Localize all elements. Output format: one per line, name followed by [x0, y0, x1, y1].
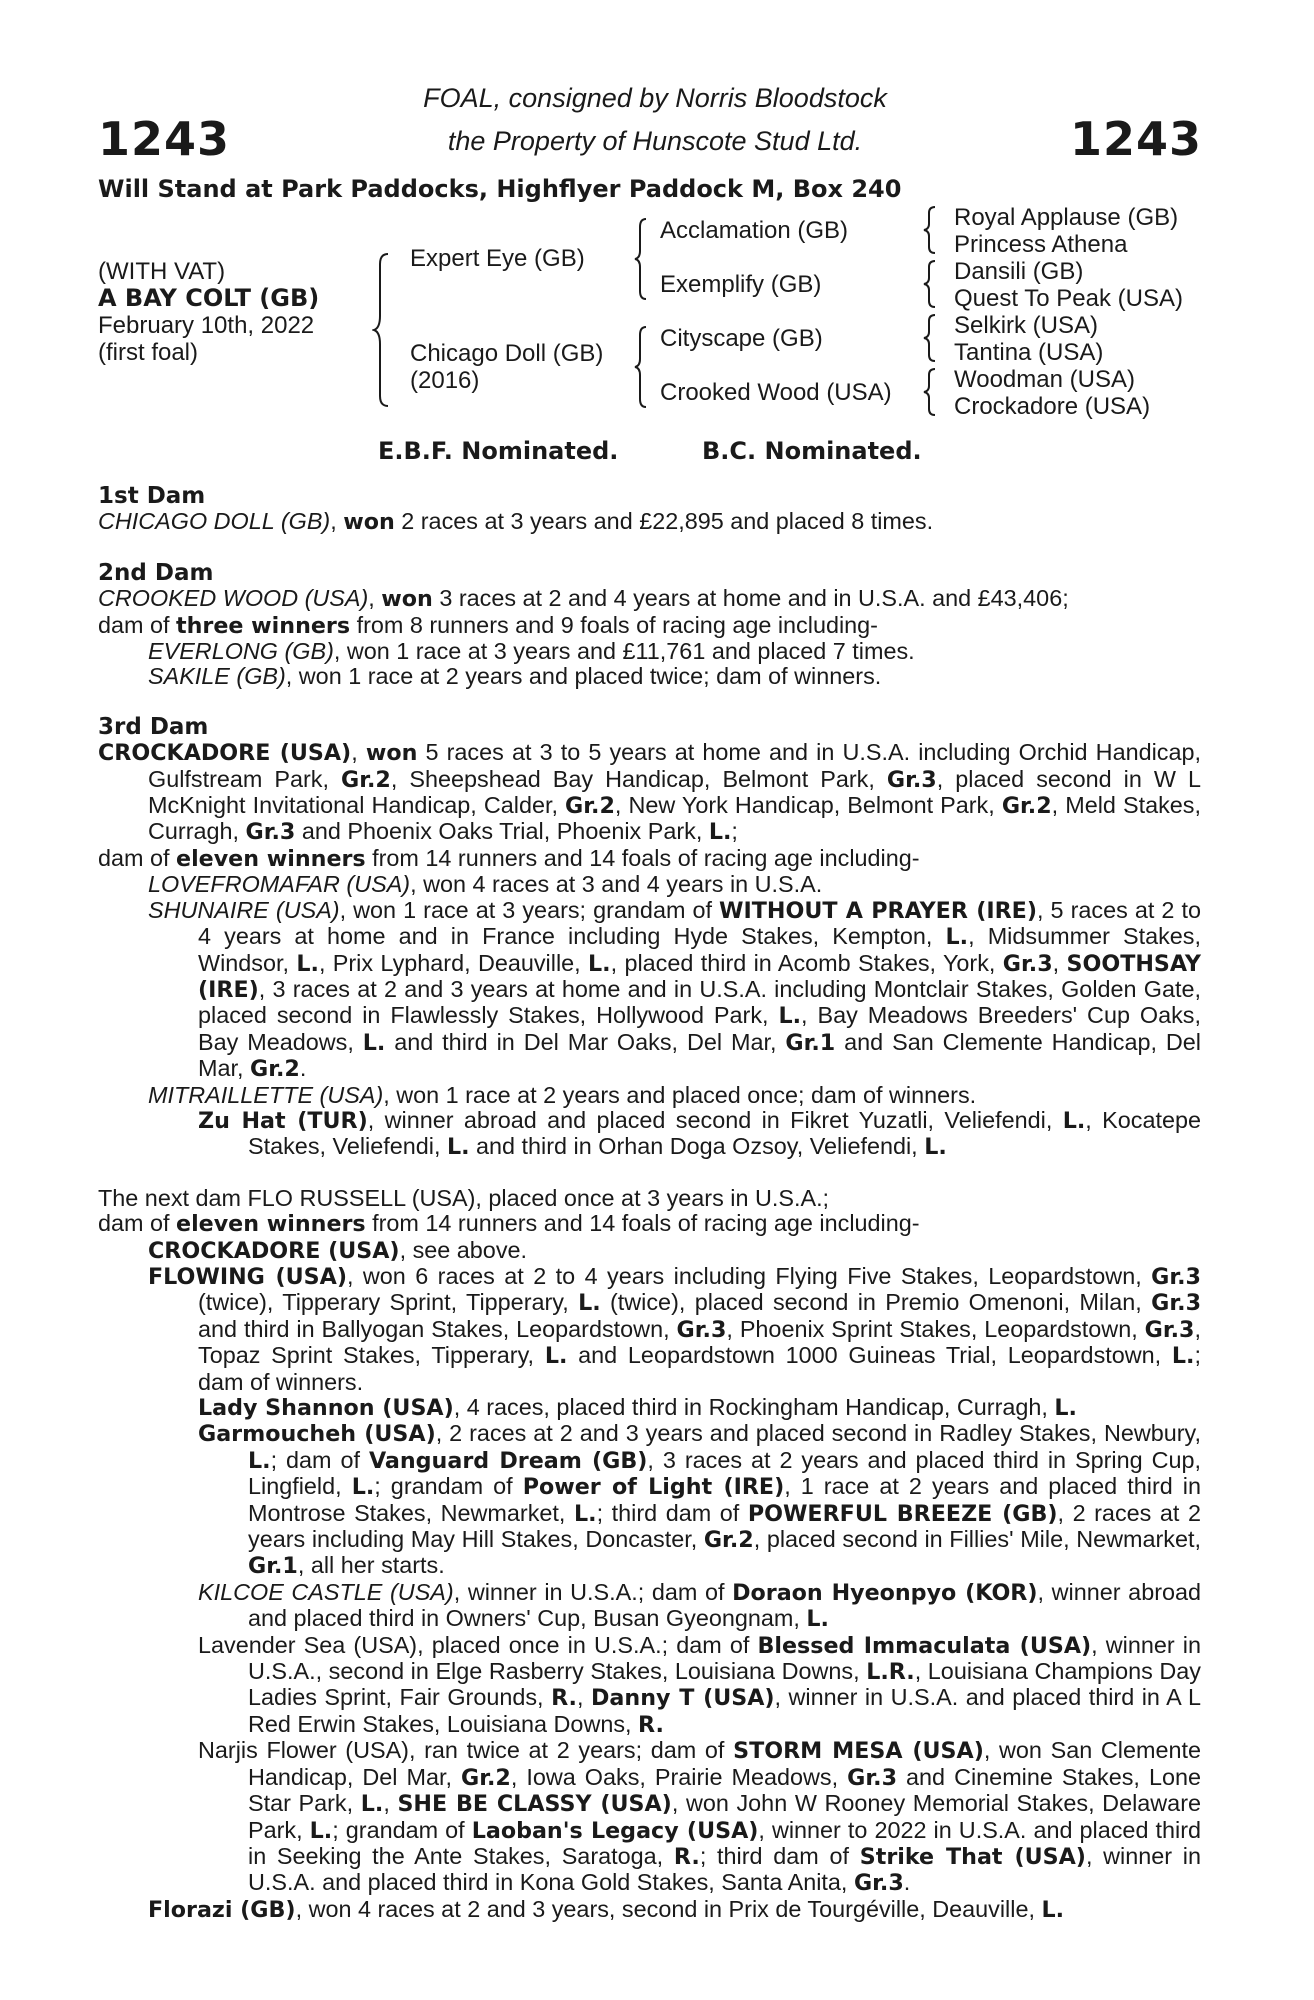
bold-text: Zu Hat (TUR) — [198, 1107, 368, 1134]
text-run: , Prix Lyphard, Deauville, — [318, 949, 589, 976]
bold-text: won — [381, 586, 433, 613]
bold-text: Gr.3 — [1151, 1290, 1202, 1317]
lot-number-left: 1243 — [98, 112, 231, 166]
bold-text: Danny T (USA) — [591, 1685, 775, 1712]
pedigree-brace — [632, 323, 652, 411]
bold-text: R. — [673, 1843, 700, 1870]
produce-entry — [98, 1421, 1201, 1579]
bold-text: WITHOUT A PRAYER (IRE) — [719, 897, 1037, 924]
g3-ancestor: Royal Applause (GB) — [954, 204, 1179, 231]
text-run: from 14 runners and 14 foals of racing age including- — [365, 1210, 920, 1237]
ebf-nomination: E.B.F. Nominated. — [378, 437, 619, 465]
text-run: , won 4 races at 3 and 4 years in U.S.A. — [410, 871, 823, 898]
bold-text: L. — [362, 1029, 386, 1056]
text-run: and San Clemente Handicap, Del Mar, — [198, 1028, 1201, 1082]
bold-text: CROCKADORE (USA) — [98, 740, 352, 767]
italic-text: CROOKED WOOD (USA) — [98, 585, 369, 612]
bold-text: Gr.2 — [703, 1527, 754, 1554]
pedigree-brace — [922, 204, 940, 256]
bold-text: Lady Shannon (USA) — [198, 1395, 454, 1421]
text-run: , 3 races at 2 years and placed third in Spring Cup, Lingfield, — [248, 1446, 1201, 1500]
text-run: , — [368, 585, 382, 612]
text-run: . — [299, 1055, 307, 1082]
text-run: , Bay Meadows Breeders' Cup Oaks, Bay Meadows, — [198, 1002, 1201, 1055]
bold-text: STORM MESA (USA) — [733, 1738, 984, 1765]
vendor-line: the Property of Hunscote Stud Ltd. — [447, 126, 863, 156]
bold-text: FLOWING (USA) — [148, 1263, 347, 1290]
text-run: , won 4 races at 2 and 3 years, second in Prix de Tourgéville, Deauville, — [295, 1895, 1042, 1922]
text-run: ; — [731, 818, 738, 845]
text-run: . — [903, 1869, 911, 1896]
text-run: , — [351, 739, 366, 766]
text-run: 3 races at 2 and 4 years at home and in U.S.A. and £43,406; — [432, 585, 1069, 612]
text-run: , winner in U.S.A.; dam of — [453, 1578, 733, 1605]
text-run: Narjis Flower (USA), ran twice at 2 years; dam of — [198, 1737, 734, 1764]
g3-ancestor: Quest To Peak (USA) — [954, 285, 1183, 312]
bold-text: Gr.3 — [886, 766, 937, 793]
text-run: , 2 races at 2 years including May Hill Stakes, Doncaster, — [248, 1499, 1201, 1553]
bold-text: R. — [638, 1711, 664, 1738]
bold-text: won — [343, 509, 395, 536]
text-run: , won 1 race at 3 years; grandam of — [339, 896, 720, 923]
pedigree-brace — [632, 215, 652, 303]
italic-text: LOVEFROMAFAR (USA) — [148, 871, 411, 898]
text-run: ; third dam of — [596, 1499, 748, 1526]
section-gap — [98, 690, 1201, 715]
text-run: , winner abroad and placed second in Fikret Yuzatli, Veliefendi, — [367, 1106, 1063, 1133]
italic-text: SHUNAIRE (USA) — [148, 896, 340, 923]
text-run: from 8 runners and 9 foals of racing age including- — [350, 611, 878, 638]
bold-text: L. — [778, 1003, 802, 1030]
text-run: and Cinemine Stakes, Lone Star Park, — [248, 1763, 1201, 1817]
bold-text: L. — [924, 1134, 947, 1161]
bold-text: L. — [309, 1817, 333, 1844]
produce-entry — [98, 872, 1201, 897]
produce-entry — [98, 1108, 1201, 1161]
bold-text: L. — [296, 950, 319, 977]
italic-text: CHICAGO DOLL (GB) — [98, 508, 331, 535]
text-run: and Phoenix Oaks Trial, Phoenix Park, — [295, 818, 709, 845]
bold-text: L. — [578, 1290, 601, 1317]
text-run: and Leopardstown 1000 Guineas Trial, Leopardstown, — [567, 1342, 1172, 1369]
text-run: The next dam FLO RUSSELL (USA), placed once at 3 years in U.S.A.; — [98, 1184, 830, 1211]
bold-text: Doraon Hyeonpyo (KOR) — [732, 1579, 1038, 1606]
bold-text: L. — [945, 924, 969, 951]
produce-record — [98, 484, 1201, 1923]
vat-note: (WITH VAT) — [98, 258, 226, 285]
produce-entry — [98, 1238, 1201, 1264]
produce-entry — [98, 1211, 1201, 1237]
produce-entry — [98, 740, 1201, 846]
text-run: , 5 races at 2 to 4 years at home and in France including Hyde Stakes, Kempton, — [198, 896, 1201, 950]
bold-text: CROCKADORE (USA) — [148, 1237, 400, 1264]
produce-entry — [98, 1395, 1201, 1421]
text-run: , Louisiana Champions Day Ladies Sprint, Fair Grounds, — [248, 1658, 1202, 1711]
text-run: , winner in U.S.A. and placed third in Kona Gold Stakes, Santa Anita, — [248, 1842, 1201, 1896]
text-run: (twice), placed second in Premio Omenoni, Milan, — [600, 1289, 1152, 1316]
text-run: ; dam of — [270, 1446, 369, 1473]
bold-text: L. — [544, 1343, 568, 1370]
bold-text: L.R. — [866, 1659, 915, 1686]
bold-text: Florazi (GB) — [148, 1896, 296, 1923]
text-run: , winner in U.S.A. and placed third in A L Red Erwin Stakes, Louisiana Downs, — [248, 1684, 1201, 1737]
text-run: dam of — [98, 1210, 177, 1237]
bold-text: Gr.3 — [676, 1316, 727, 1343]
bc-nomination: B.C. Nominated. — [702, 437, 922, 465]
text-run: and third in Ballyogan Stakes, Leopardstown, — [198, 1315, 677, 1342]
bold-text: Power of Light (IRE) — [522, 1474, 785, 1501]
dam-name: Chicago Doll (GB) — [410, 340, 604, 367]
bold-text: L. — [573, 1500, 597, 1527]
text-run: , 3 races at 2 and 3 years at home and in U.S.A. including Montclair Stakes, Golden Gate, placed second in Flawlessly Stakes, Hollywood Park, — [198, 975, 1201, 1029]
dam-heading: 2nd Dam — [98, 559, 214, 586]
text-run: from 14 runners and 14 foals of racing age including- — [365, 844, 920, 871]
bold-text: Gr.1 — [785, 1029, 836, 1056]
text-run: , — [330, 508, 344, 535]
italic-text: MITRAILLETTE (USA) — [148, 1081, 384, 1108]
italic-text: SAKILE (GB) — [148, 663, 286, 690]
produce-entry — [98, 1633, 1201, 1739]
text-run: and third in Del Mar Oaks, Del Mar, — [385, 1028, 786, 1055]
text-run: 2 races at 3 years and £22,895 and placed 8 times. — [394, 508, 934, 535]
text-run: , winner to 2022 in U.S.A. and placed third in Seeking the Ante Stakes, Saratoga, — [248, 1816, 1202, 1869]
bold-text: won — [365, 740, 418, 767]
foal-note: (first foal) — [98, 339, 199, 366]
text-run: , Midsummer Stakes, Windsor, — [198, 923, 1201, 976]
text-run: , winner in U.S.A., second in Elge Rasberry Stakes, Louisiana Downs, — [248, 1631, 1202, 1685]
bold-text: POWERFUL BREEZE (GB) — [747, 1500, 1058, 1527]
text-run: 5 races at 3 to 5 years at home and in U.S.A. including Orchid Handicap, Gulfstream Park, — [148, 739, 1201, 792]
g3-ancestor: Crockadore (USA) — [954, 393, 1151, 420]
sire-name: Expert Eye (GB) — [410, 245, 585, 272]
bold-text: Gr.3 — [1002, 950, 1053, 977]
bold-text: L. — [248, 1447, 271, 1474]
text-run: , 1 race at 2 years and placed third in Montrose Stakes, Newmarket, — [248, 1473, 1201, 1526]
text-run: , won John W Rooney Memorial Stakes, Delaware Park, — [248, 1790, 1201, 1843]
text-run: , Kocatepe Stakes, Veliefendi, — [248, 1106, 1202, 1160]
text-run: ; grandam of — [374, 1473, 523, 1500]
bold-text: L. — [708, 819, 732, 846]
section-gap — [98, 1161, 1201, 1186]
text-run: , Sheepshead Bay Handicap, Belmont Park, — [390, 765, 887, 792]
text-run: , Phoenix Sprint Stakes, Leopardstown, — [726, 1315, 1145, 1342]
section-gap — [98, 536, 1201, 561]
text-run: , won San Clemente Handicap, Del Mar, — [248, 1737, 1201, 1790]
dam-heading: 1st Dam — [98, 483, 206, 509]
bold-text: Laoban's Legacy (USA) — [471, 1817, 759, 1844]
bold-text: Gr.2 — [565, 793, 615, 820]
bold-text: L. — [1041, 1896, 1065, 1923]
produce-entry — [98, 1897, 1201, 1923]
text-run: , see above. — [399, 1236, 528, 1263]
produce-entry — [98, 1580, 1201, 1633]
g3-ancestor: Woodman (USA) — [954, 366, 1135, 393]
bold-text: R. — [551, 1685, 577, 1712]
g3-ancestor: Princess Athena — [954, 231, 1128, 258]
produce-entry — [98, 1083, 1201, 1108]
text-run: , all her starts. — [297, 1552, 445, 1579]
bold-text: eleven winners — [176, 1211, 366, 1238]
text-run: ; third dam of — [699, 1842, 860, 1869]
bold-text: Gr.3 — [1144, 1316, 1195, 1343]
text-run: Lavender Sea (USA), placed once in U.S.A.; dam of — [198, 1631, 758, 1658]
dam-sire: Cityscape (GB) — [660, 325, 823, 352]
text-run: ; grandam of — [332, 1816, 472, 1843]
produce-entry — [98, 1738, 1201, 1896]
text-run: , — [383, 1790, 398, 1817]
g3-ancestor: Tantina (USA) — [954, 339, 1104, 366]
bold-text: L. — [806, 1606, 829, 1633]
produce-entry — [98, 613, 1201, 639]
bold-text: L. — [588, 950, 611, 977]
bold-text: Gr.1 — [248, 1553, 298, 1580]
g3-ancestor: Selkirk (USA) — [954, 312, 1099, 339]
pedigree-brace — [922, 366, 940, 418]
bold-text: Gr.3 — [245, 819, 296, 846]
produce-entry — [98, 898, 1201, 1083]
bold-text: L. — [1171, 1343, 1195, 1370]
pedigree-brace — [922, 258, 940, 310]
text-run: , placed second in Fillies' Mile, Newmarket, — [753, 1526, 1201, 1553]
dam-heading: 3rd Dam — [98, 713, 209, 740]
text-run: and third in Orhan Doga Ozsoy, Veliefendi, — [469, 1133, 925, 1160]
pedigree-brace — [922, 312, 940, 364]
bold-text: Vanguard Dream (GB) — [368, 1447, 648, 1474]
bold-text: eleven winners — [176, 845, 366, 872]
horse-dob: February 10th, 2022 — [98, 312, 315, 339]
bold-text: Gr.2 — [341, 766, 391, 793]
lot-number-right: 1243 — [1069, 112, 1202, 166]
text-run: ; dam of winners. — [198, 1342, 1201, 1395]
bold-text: Garmoucheh (USA) — [198, 1421, 436, 1448]
bold-text: Gr.2 — [250, 1056, 300, 1083]
text-run: , placed third in Acomb Stakes, York, — [610, 949, 1003, 976]
bold-text: Gr.3 — [853, 1870, 904, 1897]
bold-text: L. — [360, 1791, 384, 1818]
text-run: , 4 races, placed third in Rockingham Handicap, Curragh, — [453, 1394, 1055, 1420]
bold-text: three winners — [176, 612, 351, 639]
text-run: , Topaz Sprint Stakes, Tipperary, — [198, 1315, 1201, 1369]
text-run: dam of — [98, 844, 177, 871]
text-run: , placed second in W L McKnight Invitational Handicap, Calder, — [148, 765, 1201, 819]
text-run: , 2 races at 2 and 3 years and placed second in Radley Stakes, Newbury, — [435, 1420, 1201, 1447]
text-run: , won 1 race at 3 years and £11,761 and placed 7 times. — [333, 638, 915, 665]
text-run: dam of — [98, 611, 177, 638]
bold-text: Gr.2 — [460, 1764, 511, 1791]
text-run: , Meld Stakes, Curragh, — [148, 792, 1202, 845]
dam-year: (2016) — [410, 367, 480, 394]
italic-text: EVERLONG (GB) — [148, 638, 334, 665]
bold-text: L. — [351, 1474, 375, 1501]
bold-text: SOOTHSAY (IRE) — [198, 950, 1201, 1003]
produce-entry — [98, 639, 1201, 664]
text-run: , winner abroad and placed third in Owners' Cup, Busan Gyeongnam, — [248, 1578, 1202, 1632]
bold-text: Gr.2 — [1001, 793, 1052, 820]
text-run: , won 1 race at 2 years and placed twice; dam of winners. — [285, 663, 882, 690]
text-run: , — [577, 1684, 592, 1711]
bold-text: Gr.3 — [1151, 1263, 1201, 1290]
text-run: (twice), Tipperary Sprint, Tipperary, — [198, 1289, 579, 1316]
text-run: , — [1052, 949, 1067, 976]
bold-text: L. — [1054, 1395, 1077, 1421]
text-run: , Iowa Oaks, Prairie Meadows, — [510, 1763, 848, 1790]
pedigree-brace — [372, 250, 394, 410]
produce-entry — [98, 586, 1201, 612]
produce-entry — [98, 846, 1201, 872]
bold-text: Gr.3 — [847, 1764, 898, 1791]
bold-text: L. — [446, 1134, 470, 1161]
text-run: , won 6 races at 2 to 4 years including Flying Five Stakes, Leopardstown, — [346, 1262, 1152, 1289]
produce-entry — [98, 664, 1201, 689]
dam-dam: Crooked Wood (USA) — [660, 379, 892, 406]
produce-entry — [98, 1264, 1201, 1395]
bold-text: Blessed Immaculata (USA) — [757, 1632, 1092, 1659]
bold-text: Strike That (USA) — [859, 1843, 1086, 1870]
produce-entry — [98, 1186, 1201, 1211]
sire-dam: Exemplify (GB) — [660, 271, 822, 298]
produce-entry — [98, 509, 1201, 535]
bold-text: SHE BE CLASSY (USA) — [397, 1791, 672, 1818]
text-run: , New York Handicap, Belmont Park, — [614, 792, 1002, 819]
italic-text: KILCOE CASTLE (USA) — [198, 1578, 454, 1605]
g3-ancestor: Dansili (GB) — [954, 258, 1084, 285]
horse-name: A BAY COLT (GB) — [98, 284, 320, 312]
stand-location: Will Stand at Park Paddocks, Highflyer Paddock M, Box 240 — [98, 175, 902, 203]
sire-sire: Acclamation (GB) — [660, 217, 849, 244]
text-run: , won 1 race at 2 years and placed once; dam of winners. — [383, 1081, 977, 1108]
consignment-line: FOAL, consigned by Norris Bloodstock — [423, 83, 887, 113]
bold-text: L. — [1062, 1107, 1086, 1134]
